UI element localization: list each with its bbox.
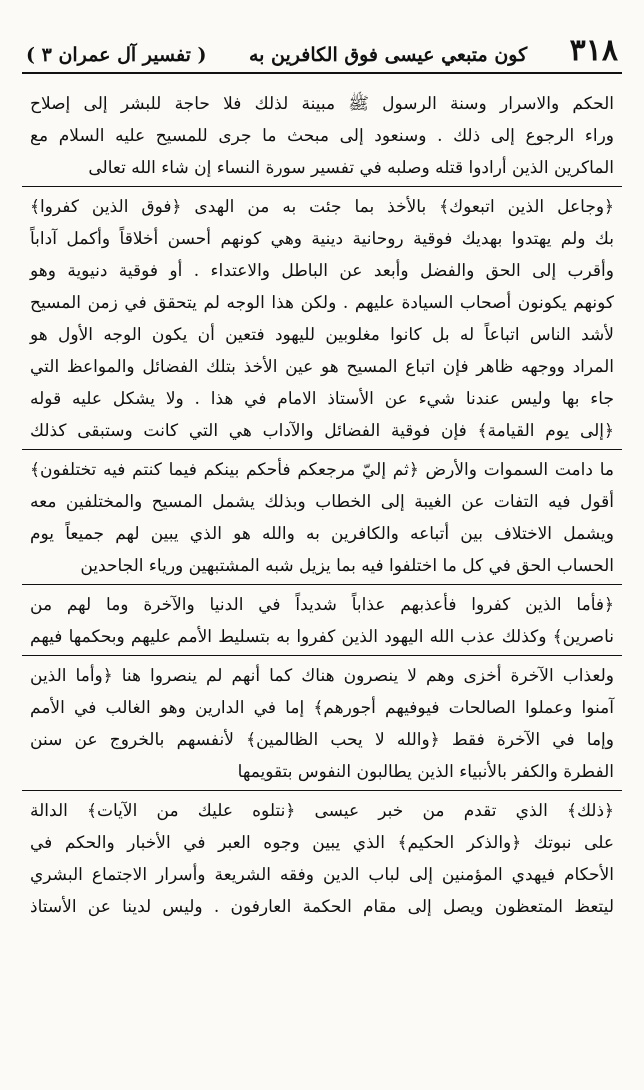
text-line: بك ولم يهتدوا بهديك فوقية روحانية دينية وهي كونهم أحسن أخلاقاً وأكمل آداباً [30, 229, 614, 249]
text-line: أقول فيه التفات عن الغيبة إلى الخطاب وبذلك يشمل المسيح والمختلفين معه [30, 492, 614, 512]
text-line: لأشد الناس اتباعاً له بل كانوا مغلوبين لليهود فتعين أن يكون الوجه الأول هو [30, 325, 614, 345]
text-line: وإما في الآخرة فقط ﴿والله لا يحب الظالمين﴾ لأنفسهم بالخروج عن سنن [30, 730, 614, 750]
page-header [22, 30, 622, 74]
text-line: وأقرب إلى الحق والفضل وأبعد عن الباطل والاعتداء . أو فوقية دنيوية وهو [30, 261, 614, 281]
page-number: ٣١٨ [569, 33, 618, 68]
section-divider [22, 655, 622, 656]
section-divider [22, 449, 622, 450]
paragraph [22, 88, 622, 184]
text-line: على نبوتك ﴿والذكر الحكيم﴾ الذي يبين وجوه العبر في الأخبار والحكم في [30, 833, 614, 853]
text-line: الحساب الحق في كل ما اختلفوا فيه بما يزيل شبه المشتبهين ورياء الجاحدين [80, 556, 614, 576]
text-line: آمنوا وعملوا الصالحات فيوفيهم أجورهم﴾ إما في الدارين وهو الغالب في الأمم [30, 698, 614, 718]
text-line: كونهم يكونون أصحاب السيادة عليهم . ولكن هذا الوجه لم يتحقق في زمن المسيح [30, 293, 614, 313]
paragraph [22, 660, 622, 788]
paragraph [22, 589, 622, 653]
running-title: كون متبعي عيسى فوق الكافرين به [248, 44, 528, 66]
text-line: وراء الرجوع إلى ذلك . وسنعود إلى مبحث ما جرى للمسيح عليه السلام مع [30, 126, 614, 146]
text-line: ولعذاب الآخرة أخزى وهم لا ينصرون هناك كما أنهم لم ينصروا هنا ﴿وأما الذين [30, 666, 614, 686]
paragraph [22, 454, 622, 582]
section-divider [22, 790, 622, 791]
text-line: ناصرين﴾ وكذلك عذب الله اليهود الذين كفروا به بتسليط الأمم عليهم وبحكمها فيهم [30, 627, 614, 647]
page-body [22, 88, 622, 923]
text-line: ما دامت السموات والأرض ﴿ثم إليّ مرجعكم فأحكم بينكم فيما كنتم فيه تختلفون﴾ [30, 460, 614, 480]
section-divider [22, 186, 622, 187]
paragraph [22, 795, 622, 923]
text-line: ويشمل الاختلاف بين أتباعه والكافرين به والله هو الذي يبين لهم جميعاً يوم [30, 524, 614, 544]
section-divider [22, 584, 622, 585]
text-line: ﴿فأما الذين كفروا فأعذبهم عذاباً شديداً في الدنيا والآخرة وما لهم من [30, 595, 614, 615]
text-line: ﴿وجاعل الذين اتبعوك﴾ بالأخذ بما جئت به من الهدى ﴿فوق الذين كفروا﴾ [30, 197, 614, 217]
text-line: الحكم والاسرار وسنة الرسول ﷺ مبينة لذلك فلا حاجة للبشر إلى إصلاح [30, 94, 614, 114]
text-line: ﴿ذلك﴾ الذي تقدم من خبر عيسى ﴿نتلوه عليك من الآيات﴾ الدالة [30, 801, 614, 821]
text-line: الفطرة والكفر بالأنبياء الذين يطالبون النفوس بتقويمها [237, 762, 614, 782]
text-line: ليتعظ المتعظون ويصل إلى مقام الحكمة العارفون . وليس لدينا عن الأستاذ [30, 897, 614, 917]
text-line: المراد ووجهه ظاهر فإن اتباع المسيح هو عين الأخذ بتلك الفضائل والمواعظ التي [30, 357, 614, 377]
text-line: ﴿إلى يوم القيامة﴾ فإن فوقية الفضائل والآداب هي التي كانت وستبقى كذلك [30, 421, 614, 441]
surah-title: ( تفسير آل عمران ٣ ) [26, 44, 207, 66]
text-line: الماكرين الذين أرادوا قتله وصلبه في تفسير سورة النساء إن شاء الله تعالى [88, 158, 614, 178]
paragraph [22, 191, 622, 447]
text-line: الأحكام فيهدي المؤمنين إلى لباب الدين وفقه الشريعة وأسرار الاجتماع البشري [30, 865, 614, 885]
text-line: جاء بها وليس عندنا شيء عن الأستاذ الامام في هذا . ولا يشكل عليه قوله [30, 389, 614, 409]
